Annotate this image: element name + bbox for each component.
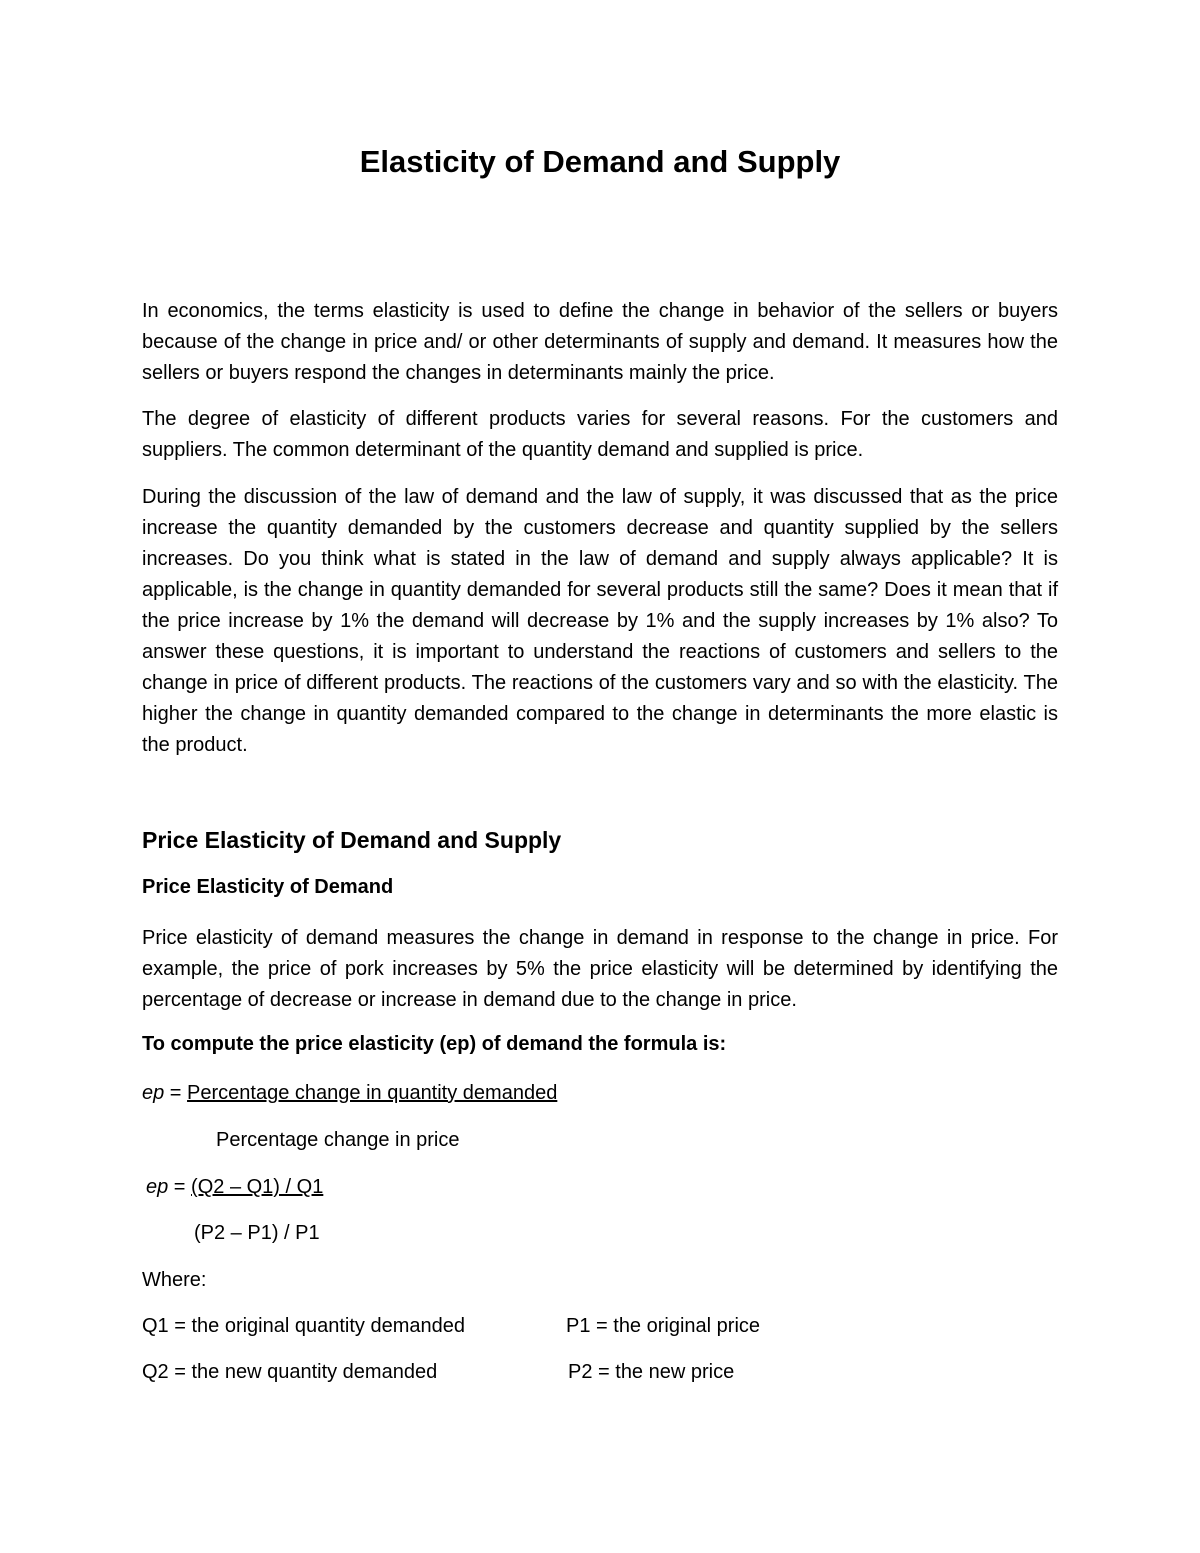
formula1-equals: = <box>164 1082 188 1104</box>
formula2-var: ep <box>146 1176 169 1198</box>
page-title: Elasticity of Demand and Supply <box>359 144 841 179</box>
paragraph-intro: In economics, the terms elasticity is used to define the change in behavior of the sellers or buyers because of the change in price and/ or other determinants of supply and demand. It measures how the sellers or buyers respond the changes in determinants mainly the price. <box>142 300 1058 384</box>
formula1-denominator: Percentage change in price <box>216 1129 460 1151</box>
subsection-heading: Price Elasticity of Demand <box>142 876 394 898</box>
paragraph-discussion: During the discussion of the law of demand and the law of supply, it was discussed that as the price increase the quantity demanded by the customers decrease and quantity supplied by the sellers increases. Do you think what is stated in the law of demand and supply always applicable? It is applicable, is the change in quantity demanded for several products still the same? Does it mean that if the price increase by 1% the demand will decrease by 1% and the supply increases by 1% also? To answer these questions, it is important to understand the reactions of customers and sellers to the change in price of different products. The reactions of the customers vary and so with the elasticity. The higher the change in quantity demanded compared to the change in determinants the more elastic is the product. <box>142 486 1058 756</box>
section-heading: Price Elasticity of Demand and Supply <box>142 827 562 853</box>
formula2-numerator: (Q2 – Q1) / Q1 <box>191 1176 324 1198</box>
formula2-equals: = <box>168 1176 192 1198</box>
paragraph-degree: The degree of elasticity of different products varies for several reasons. For the customers and suppliers. The common determinant of the quantity demand and supplied is price. <box>142 408 1058 461</box>
formula1-numerator-line <box>142 1078 557 1109</box>
formula-intro: To compute the price elasticity (ep) of demand the formula is: <box>142 1033 727 1055</box>
where-label: Where: <box>142 1269 207 1291</box>
formula2-denominator: (P2 – P1) / P1 <box>194 1222 320 1244</box>
formula1-var: ep <box>142 1082 165 1104</box>
definition-p2: P2 = the new price <box>568 1361 735 1383</box>
paragraph-price-elasticity: Price elasticity of demand measures the change in demand in response to the change in price. For example, the price of pork increases by 5% the price elasticity will be determined by identifying the percentage of decrease or increase in demand due to the change in price. <box>142 927 1058 1011</box>
formula2-numerator-line <box>146 1172 323 1203</box>
definition-q1: Q1 = the original quantity demanded <box>142 1315 465 1337</box>
formula1-numerator: Percentage change in quantity demanded <box>187 1082 558 1104</box>
definition-p1: P1 = the original price <box>566 1315 761 1337</box>
definition-q2: Q2 = the new quantity demanded <box>142 1361 438 1383</box>
